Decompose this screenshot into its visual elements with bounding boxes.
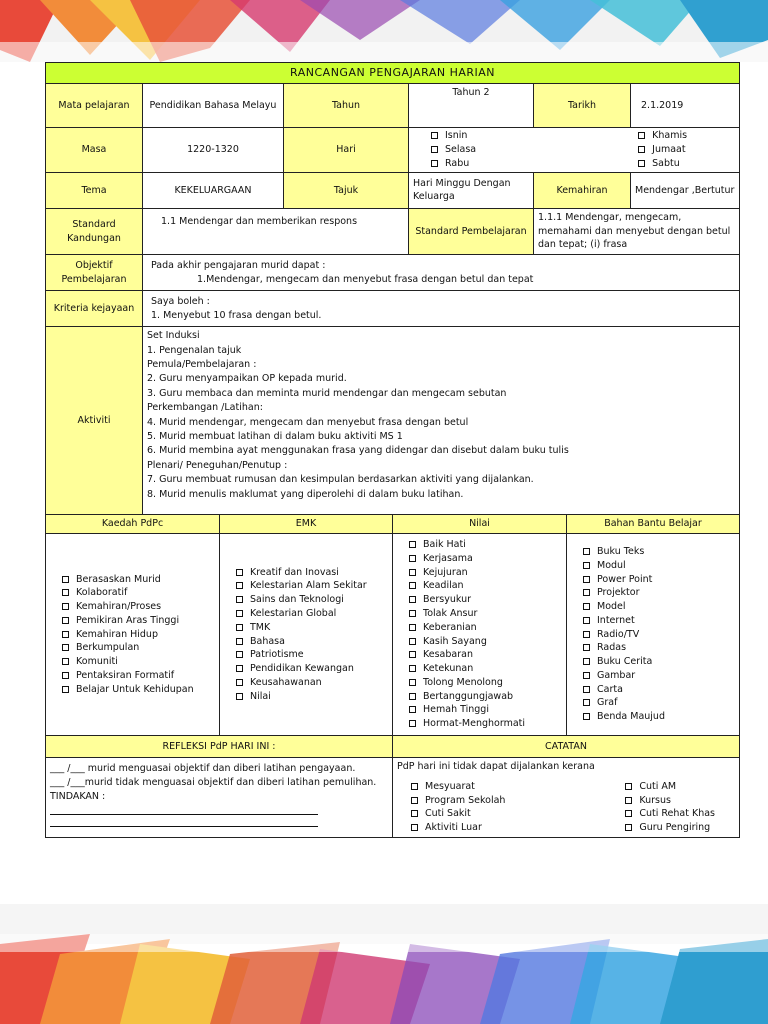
checkbox-emk[interactable]: Patriotisme bbox=[234, 648, 388, 662]
checkbox-nilai[interactable]: Keberanian bbox=[407, 621, 562, 635]
hari-right-list bbox=[636, 129, 687, 170]
checkbox-catatan[interactable]: Cuti Rehat Khas bbox=[623, 807, 715, 821]
aktiviti-label: Aktiviti bbox=[46, 327, 143, 515]
aktiviti-line: 2. Guru menyampaikan OP kepada murid. bbox=[147, 373, 347, 385]
catatan-left-list bbox=[409, 780, 505, 835]
checkbox-hari[interactable]: Jumaat bbox=[636, 143, 687, 157]
bbb-list bbox=[581, 545, 735, 724]
kriteria-line: Saya boleh : bbox=[151, 295, 210, 307]
decorative-banner-bottom bbox=[0, 904, 768, 1024]
checkbox-catatan[interactable]: Cuti AM bbox=[623, 780, 715, 794]
standard-kandungan-label: Standard Kandungan bbox=[46, 208, 143, 254]
checkbox-bbb[interactable]: Radas bbox=[581, 641, 735, 655]
checkbox-nilai[interactable]: Bersyukur bbox=[407, 593, 562, 607]
aktiviti-value bbox=[143, 327, 740, 515]
checkbox-hari[interactable]: Selasa bbox=[429, 143, 476, 157]
tarikh-label: Tarikh bbox=[534, 83, 631, 127]
checkbox-nilai[interactable]: Baik Hati bbox=[407, 538, 562, 552]
checkbox-emk[interactable]: Sains dan Teknologi bbox=[234, 593, 388, 607]
checkbox-bbb[interactable]: Model bbox=[581, 600, 735, 614]
hari-label: Hari bbox=[284, 127, 409, 172]
tahun-label: Tahun bbox=[284, 83, 409, 127]
tahun-value: Tahun 2 bbox=[409, 83, 534, 127]
checkbox-bbb[interactable]: Modul bbox=[581, 559, 735, 573]
checkbox-nilai[interactable]: Tolak Ansur bbox=[407, 607, 562, 621]
checkbox-kaedah[interactable]: Kemahiran Hidup bbox=[60, 628, 215, 642]
checkbox-bbb[interactable]: Gambar bbox=[581, 669, 735, 683]
objektif-line: Pada akhir pengajaran murid dapat : bbox=[151, 259, 326, 271]
hari-left-list bbox=[429, 129, 476, 170]
checkbox-bbb[interactable]: Radio/TV bbox=[581, 628, 735, 642]
checkbox-nilai[interactable]: Kejujuran bbox=[407, 566, 562, 580]
checkbox-nilai[interactable]: Hormat-Menghormati bbox=[407, 717, 562, 731]
decorative-banner-top bbox=[0, 0, 768, 62]
checkbox-emk[interactable]: Pendidikan Kewangan bbox=[234, 662, 388, 676]
checkbox-emk[interactable]: Bahasa bbox=[234, 635, 388, 649]
kriteria-line: 1. Menyebut 10 frasa dengan betul. bbox=[151, 309, 322, 321]
lesson-plan-table-bottom bbox=[45, 735, 740, 838]
checkbox-catatan[interactable]: Cuti Sakit bbox=[409, 807, 505, 821]
tema-value: KEKELUARGAAN bbox=[143, 172, 284, 208]
refleksi-line: TINDAKAN : bbox=[50, 790, 106, 802]
kriteria-label: Kriteria kejayaan bbox=[46, 291, 143, 327]
tarikh-value: 2.1.2019 bbox=[631, 83, 740, 127]
checkbox-nilai[interactable]: Kerjasama bbox=[407, 552, 562, 566]
aktiviti-line: Plenari/ Peneguhan/Penutup : bbox=[147, 459, 288, 471]
checkbox-emk[interactable]: Nilai bbox=[234, 690, 388, 704]
checkbox-nilai[interactable]: Kasih Sayang bbox=[407, 635, 562, 649]
catatan-intro: PdP hari ini tidak dapat dijalankan kerana bbox=[397, 761, 595, 772]
checkbox-kaedah[interactable]: Komuniti bbox=[60, 655, 215, 669]
refleksi-line: ___ /___murid tidak menguasai objektif dan diberi latihan pemulihan. bbox=[50, 776, 377, 788]
tindakan-blank-line[interactable] bbox=[50, 815, 318, 827]
checkbox-kaedah[interactable]: Pemikiran Aras Tinggi bbox=[60, 614, 215, 628]
masa-value: 1220-1320 bbox=[143, 127, 284, 172]
checkbox-kaedah[interactable]: Berkumpulan bbox=[60, 641, 215, 655]
kaedah-list bbox=[60, 573, 215, 697]
mata-pelajaran-label: Mata pelajaran bbox=[46, 83, 143, 127]
header-emk: EMK bbox=[220, 515, 393, 534]
mata-pelajaran-value: Pendidikan Bahasa Melayu bbox=[143, 83, 284, 127]
aktiviti-line: 6. Murid membina ayat menggunakan frasa yang didengar dan disebut dalam buku tulis bbox=[147, 445, 569, 457]
kaedah-cell bbox=[46, 534, 220, 736]
catatan-right-list bbox=[623, 780, 715, 835]
header-kaedah: Kaedah PdPc bbox=[46, 515, 220, 534]
lesson-plan-table-middle bbox=[45, 514, 740, 736]
tajuk-value: Hari Minggu Dengan Keluarga bbox=[409, 172, 534, 208]
emk-list bbox=[234, 566, 388, 704]
aktiviti-line: 8. Murid menulis maklumat yang diperolehi di dalam buku latihan. bbox=[147, 488, 464, 500]
checkbox-bbb[interactable]: Carta bbox=[581, 683, 735, 697]
checkbox-bbb[interactable]: Buku Teks bbox=[581, 545, 735, 559]
refleksi-line: ___ /___ murid menguasai objektif dan diberi latihan pengayaan. bbox=[50, 763, 356, 774]
checkbox-hari[interactable]: Sabtu bbox=[636, 157, 687, 171]
aktiviti-line: 7. Guru membuat rumusan dan kesimpulan berdasarkan aktiviti yang dijalankan. bbox=[147, 474, 534, 486]
aktiviti-line: 4. Murid mendengar, mengecam dan menyebut frasa dengan betul bbox=[147, 416, 469, 428]
hari-options bbox=[409, 127, 740, 172]
checkbox-bbb[interactable]: Power Point bbox=[581, 573, 735, 587]
checkbox-hari[interactable]: Isnin bbox=[429, 129, 476, 143]
tindakan-blank-line[interactable] bbox=[50, 803, 318, 815]
header-bbb: Bahan Bantu Belajar bbox=[567, 515, 740, 534]
standard-pembelajaran-label: Standard Pembelajaran bbox=[409, 208, 534, 254]
tema-label: Tema bbox=[46, 172, 143, 208]
checkbox-bbb[interactable]: Projektor bbox=[581, 586, 735, 600]
tajuk-label: Tajuk bbox=[284, 172, 409, 208]
checkbox-emk[interactable]: Kelestarian Alam Sekitar bbox=[234, 579, 388, 593]
aktiviti-line: Perkembangan /Latihan: bbox=[147, 402, 263, 414]
checkbox-nilai[interactable]: Keadilan bbox=[407, 579, 562, 593]
aktiviti-line: 5. Murid membuat latihan di dalam buku aktiviti MS 1 bbox=[147, 431, 403, 443]
checkbox-hari[interactable]: Rabu bbox=[429, 157, 476, 171]
checkbox-catatan[interactable]: Mesyuarat bbox=[409, 780, 505, 794]
checkbox-catatan[interactable]: Guru Pengiring bbox=[623, 821, 715, 835]
checkbox-kaedah[interactable]: Pentaksiran Formatif bbox=[60, 669, 215, 683]
emk-cell bbox=[220, 534, 393, 736]
refleksi-cell bbox=[46, 758, 393, 838]
checkbox-hari[interactable]: Khamis bbox=[636, 129, 687, 143]
checkbox-nilai[interactable]: Kesabaran bbox=[407, 648, 562, 662]
checkbox-bbb[interactable]: Internet bbox=[581, 614, 735, 628]
aktiviti-line: Pemula/Pembelajaran : bbox=[147, 359, 257, 371]
nilai-list bbox=[407, 538, 562, 731]
checkbox-emk[interactable]: TMK bbox=[234, 621, 388, 635]
standard-pembelajaran-value: 1.1.1 Mendengar, mengecam, memahami dan menyebut dengan betul dan tepat; (i) frasa bbox=[534, 208, 740, 254]
nilai-cell bbox=[393, 534, 567, 736]
objektif-label: Objektif Pembelajaran bbox=[46, 255, 143, 291]
checkbox-kaedah[interactable]: Kolaboratif bbox=[60, 586, 215, 600]
catatan-label: CATATAN bbox=[393, 736, 740, 758]
checkbox-emk[interactable]: Keusahawanan bbox=[234, 676, 388, 690]
checkbox-kaedah[interactable]: Kemahiran/Proses bbox=[60, 600, 215, 614]
lesson-plan-sheet bbox=[45, 62, 739, 838]
checkbox-kaedah[interactable]: Berasaskan Murid bbox=[60, 573, 215, 587]
checkbox-bbb[interactable]: Buku Cerita bbox=[581, 655, 735, 669]
checkbox-catatan[interactable]: Program Sekolah bbox=[409, 794, 505, 808]
page-title: RANCANGAN PENGAJARAN HARIAN bbox=[46, 63, 740, 84]
checkbox-nilai[interactable]: Ketekunan bbox=[407, 662, 562, 676]
kemahiran-label: Kemahiran bbox=[534, 172, 631, 208]
checkbox-bbb[interactable]: Benda Maujud bbox=[581, 710, 735, 724]
bbb-cell bbox=[567, 534, 740, 736]
header-nilai: Nilai bbox=[393, 515, 567, 534]
kriteria-value bbox=[143, 291, 740, 327]
objektif-line: 1.Mendengar, mengecam dan menyebut frasa dengan betul dan tepat bbox=[197, 273, 534, 285]
kemahiran-value: Mendengar ,Bertutur bbox=[631, 172, 740, 208]
checkbox-emk[interactable]: Kelestarian Global bbox=[234, 607, 388, 621]
masa-label: Masa bbox=[46, 127, 143, 172]
objektif-value bbox=[143, 255, 740, 291]
aktiviti-line: 1. Pengenalan tajuk bbox=[147, 344, 242, 356]
checkbox-nilai[interactable]: Hemah Tinggi bbox=[407, 703, 562, 717]
checkbox-nilai[interactable]: Bertanggungjawab bbox=[407, 690, 562, 704]
checkbox-catatan[interactable]: Kursus bbox=[623, 794, 715, 808]
checkbox-catatan[interactable]: Aktiviti Luar bbox=[409, 821, 505, 835]
checkbox-nilai[interactable]: Tolong Menolong bbox=[407, 676, 562, 690]
aktiviti-line: Set Induksi bbox=[147, 330, 200, 342]
standard-kandungan-value: 1.1 Mendengar dan memberikan respons bbox=[143, 208, 409, 254]
refleksi-label: REFLEKSI PdP HARI INI : bbox=[46, 736, 393, 758]
checkbox-emk[interactable]: Kreatif dan Inovasi bbox=[234, 566, 388, 580]
checkbox-kaedah[interactable]: Belajar Untuk Kehidupan bbox=[60, 683, 215, 697]
aktiviti-line: 3. Guru membaca dan meminta murid mendengar dan mengecam sebutan bbox=[147, 387, 507, 399]
lesson-plan-table-top bbox=[45, 62, 740, 515]
catatan-cell bbox=[393, 758, 740, 838]
checkbox-bbb[interactable]: Graf bbox=[581, 696, 735, 710]
